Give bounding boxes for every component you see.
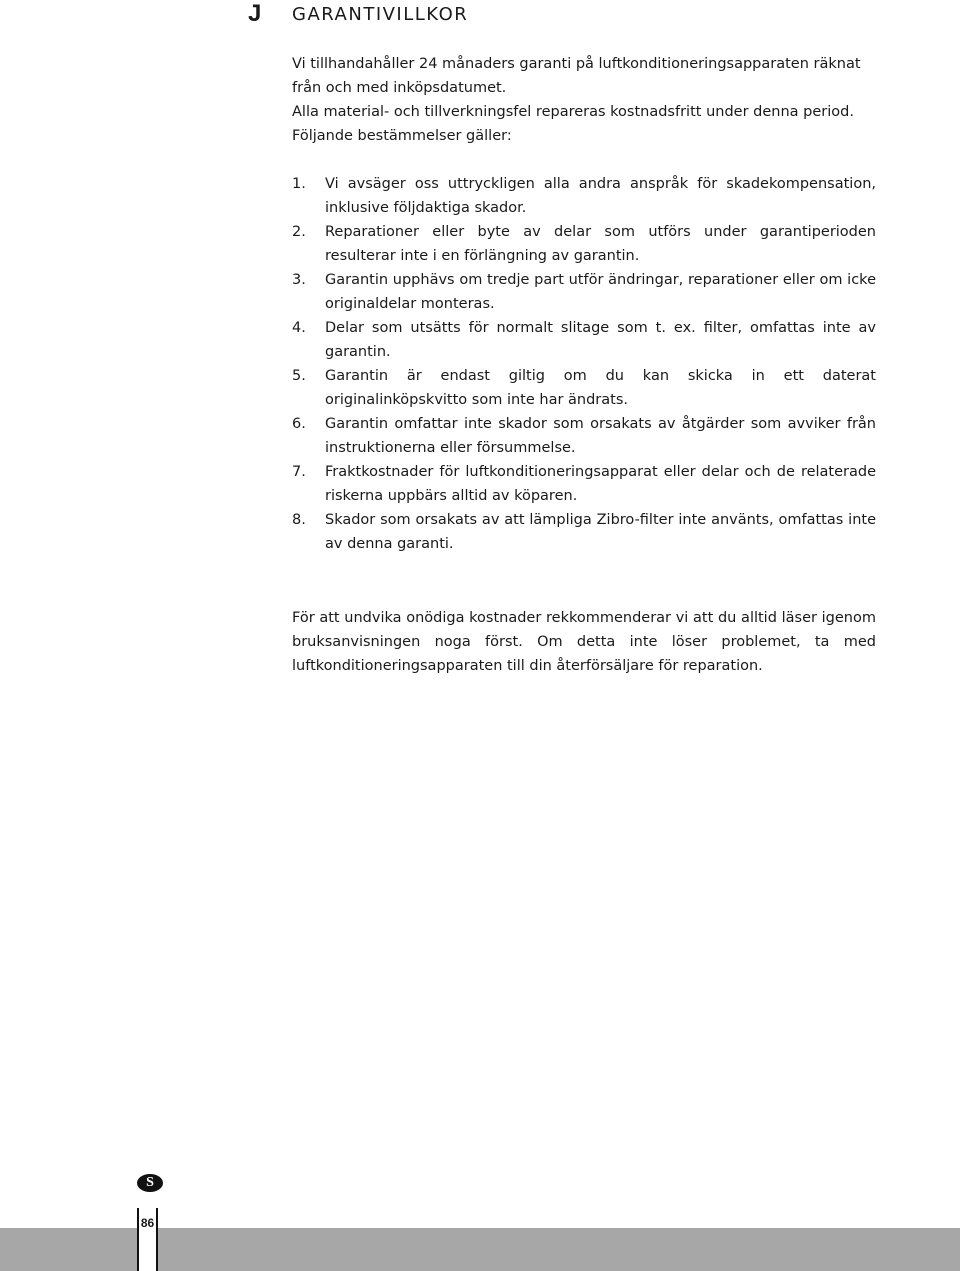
list-number: 8.: [292, 512, 306, 528]
list-number: 3.: [292, 272, 306, 288]
advice-paragraph: För att undvika onödiga kostnader rekkommenderar vi att du alltid läser igenom bruksanvisningen noga först. Om detta inte löser problemet, ta med luftkonditioneringsapparaten till din återförsäljare för reparation.: [292, 610, 876, 674]
language-badge: S: [137, 1174, 163, 1192]
warranty-rules-list: [292, 172, 876, 556]
list-item: [292, 364, 876, 412]
intro-line: Följande bestämmelser gäller:: [292, 128, 512, 144]
list-text: Fraktkostnader för luftkonditioneringsapparat eller delar och de relaterade riskerna uppbärs alltid av köparen.: [325, 464, 876, 504]
intro-line: Vi tillhandahåller 24 månaders garanti på luftkonditioneringsapparaten räknat från och med inköpsdatumet.: [292, 56, 861, 96]
list-number: 7.: [292, 464, 306, 480]
list-item: [292, 220, 876, 268]
list-text: Garantin upphävs om tredje part utför ändringar, reparationer eller om icke originaldelar monteras.: [325, 272, 876, 312]
list-item: [292, 460, 876, 508]
list-text: Garantin omfattar inte skador som orsakats av åtgärder som avviker från instruktionerna eller försummelse.: [325, 416, 876, 456]
list-number: 2.: [292, 224, 306, 240]
list-text: Reparationer eller byte av delar som utförs under garantiperioden resulterar inte i en förlängning av garantin.: [325, 224, 876, 264]
list-item: [292, 268, 876, 316]
list-item: [292, 316, 876, 364]
list-item: [292, 172, 876, 220]
list-number: 1.: [292, 176, 306, 192]
list-text: Delar som utsätts för normalt slitage som t. ex. filter, omfattas inte av garantin.: [325, 320, 876, 360]
list-item: [292, 412, 876, 460]
intro-text: [292, 52, 876, 148]
list-item: [292, 508, 876, 556]
list-number: 6.: [292, 416, 306, 432]
page-number: 86: [140, 1216, 155, 1230]
list-text: Skador som orsakats av att lämpliga Zibro-filter inte använts, omfattas inte av denna garanti.: [325, 512, 876, 552]
page-title: GARANTIVILLKOR: [292, 4, 469, 25]
list-number: 5.: [292, 368, 306, 384]
list-text: Vi avsäger oss uttryckligen alla andra anspråk för skadekompensation, inklusive följdaktiga skador.: [325, 176, 876, 216]
intro-line: Alla material- och tillverkningsfel repareras kostnadsfritt under denna period.: [292, 104, 854, 120]
list-text: Garantin är endast giltig om du kan skicka in ett daterat originalinköpskvitto som inte har ändrats.: [325, 368, 876, 408]
list-number: 4.: [292, 320, 306, 336]
section-letter: J: [248, 0, 262, 27]
